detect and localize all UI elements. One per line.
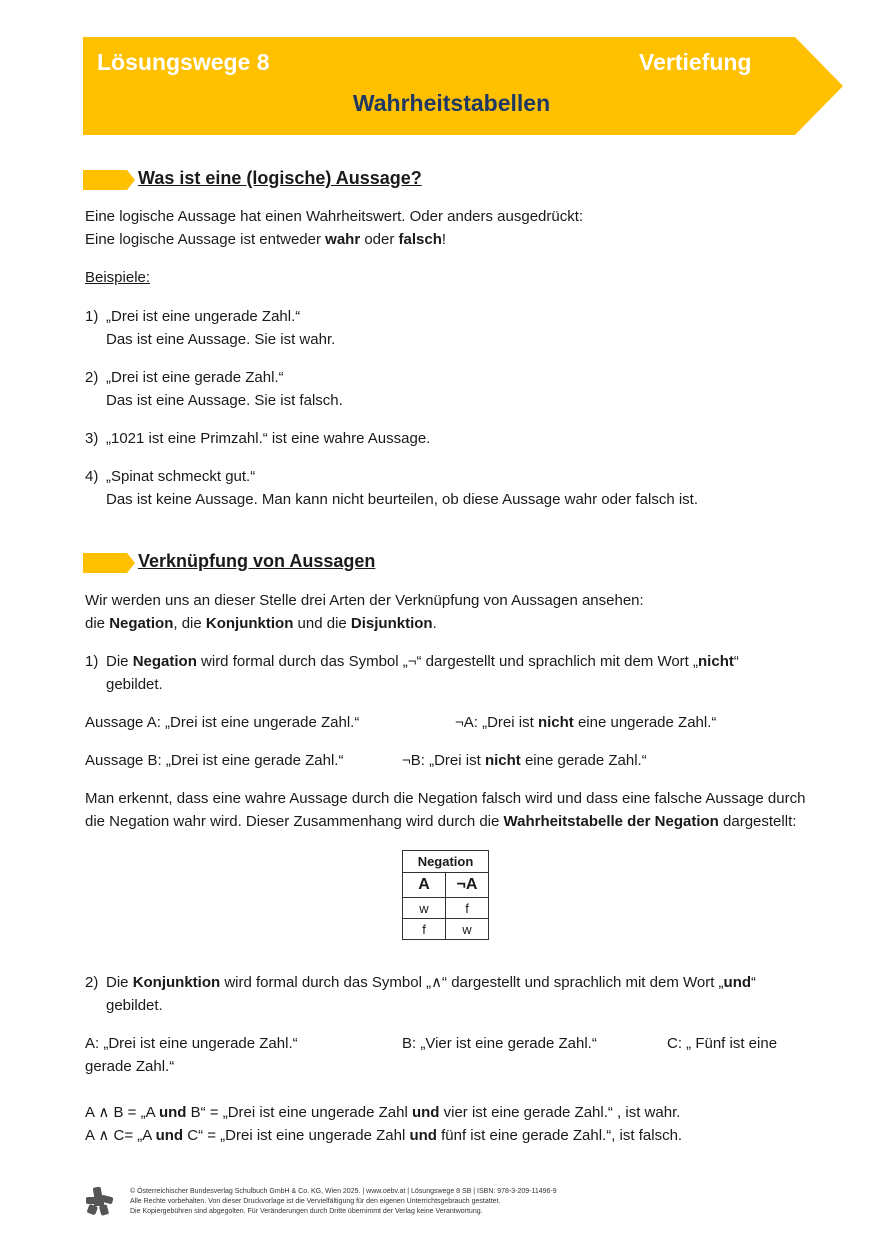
table-header: ¬A bbox=[446, 873, 489, 898]
negation-definition: Die Negation wird formal durch das Symbol „¬“ dargestellt und sprachlich mit dem Wort „nicht“ bbox=[106, 653, 739, 670]
statement-a: Aussage A: „Drei ist eine ungerade Zahl.“ bbox=[85, 714, 360, 731]
table-row bbox=[403, 919, 489, 940]
paragraph: die Negation wahr wird. Dieser Zusammenhang wird durch die Wahrheitstabelle der Negation dargestellt: bbox=[85, 813, 797, 830]
konjunktion-definition: gebildet. bbox=[106, 997, 163, 1014]
negation-a: ¬A: „Drei ist nicht eine ungerade Zahl.“ bbox=[455, 714, 717, 731]
section-marker-icon bbox=[83, 553, 135, 573]
table-header: A bbox=[403, 873, 446, 898]
example-text: Das ist keine Aussage. Man kann nicht beurteilen, ob diese Aussage wahr oder falsch ist. bbox=[106, 491, 699, 508]
paragraph: Eine logische Aussage ist entweder wahr oder falsch! bbox=[85, 231, 447, 248]
statement-b: Aussage B: „Drei ist eine gerade Zahl.“ bbox=[85, 752, 344, 769]
statement-c: C: „ Fünf ist eine bbox=[667, 1035, 778, 1052]
example-text: „Spinat schmeckt gut.“ bbox=[106, 468, 256, 485]
copyright-footer bbox=[130, 1187, 557, 1217]
footer-line: Die Kopiergebühren sind abgegolten. Für Veränderungen durch Dritte übernimmt der Verlag keine Verantwortung. bbox=[130, 1208, 483, 1215]
paragraph: Wir werden uns an dieser Stelle drei Arten der Verknüpfung von Aussagen ansehen: bbox=[85, 592, 644, 609]
list-number: 2) bbox=[85, 974, 99, 991]
konjunktion-definition: Die Konjunktion wird formal durch das Symbol „∧“ dargestellt und sprachlich mit dem Wort „und“ bbox=[106, 974, 757, 991]
section-title: Was ist eine (logische) Aussage? bbox=[138, 168, 422, 188]
table-cell: f bbox=[446, 898, 489, 919]
table-cell: f bbox=[403, 919, 446, 940]
page-category: Vertiefung bbox=[639, 49, 752, 75]
conjunction-example: A ∧ C= „A und C“ = „Drei ist eine ungerade Zahl und fünf ist eine gerade Zahl.“, ist falsch. bbox=[85, 1127, 683, 1144]
footer-line: Alle Rechte vorbehalten. Von dieser Druckvorlage ist die Vervielfältigung für den eigenen Unterrichtsgebrauch gestattet. bbox=[130, 1198, 501, 1205]
paragraph: die Negation, die Konjunktion und die Disjunktion. bbox=[85, 615, 437, 632]
table-cell: w bbox=[403, 898, 446, 919]
header-banner bbox=[83, 37, 843, 135]
example-text: „Drei ist eine ungerade Zahl.“ bbox=[106, 308, 301, 325]
negation-truth-table bbox=[402, 850, 489, 940]
example-text: „1021 ist eine Primzahl.“ ist eine wahre Aussage. bbox=[106, 430, 431, 447]
oebv-logo-icon bbox=[84, 1186, 114, 1216]
paragraph: Eine logische Aussage hat einen Wahrheitswert. Oder anders ausgedrückt: bbox=[85, 208, 584, 225]
list-number: 2) bbox=[85, 369, 99, 386]
table-cell: w bbox=[446, 919, 489, 940]
table-caption: Negation bbox=[403, 851, 489, 873]
section-marker-icon bbox=[83, 170, 135, 190]
list-number: 3) bbox=[85, 430, 99, 447]
page-title: Wahrheitstabellen bbox=[352, 90, 551, 116]
negation-definition: gebildet. bbox=[106, 676, 163, 693]
statement-a: A: „Drei ist eine ungerade Zahl.“ bbox=[85, 1035, 298, 1052]
example-text: Das ist eine Aussage. Sie ist falsch. bbox=[106, 392, 343, 409]
book-series-title: Lösungswege 8 bbox=[97, 49, 270, 75]
section-title: Verknüpfung von Aussagen bbox=[138, 551, 376, 571]
list-number: 1) bbox=[85, 308, 99, 325]
list-number: 4) bbox=[85, 468, 99, 485]
negation-b: ¬B: „Drei ist nicht eine gerade Zahl.“ bbox=[402, 752, 647, 769]
table-row bbox=[403, 898, 489, 919]
footer-line: © Österreichischer Bundesverlag Schulbuch GmbH & Co. KG, Wien 2025. | www.oebv.at | Lösungswege 8 SB | ISBN: 978-3-209-11496-9 bbox=[130, 1188, 557, 1195]
example-text: Das ist eine Aussage. Sie ist wahr. bbox=[106, 331, 336, 348]
conjunction-example: A ∧ B = „A und B“ = „Drei ist eine ungerade Zahl und vier ist eine gerade Zahl.“ , ist wahr. bbox=[85, 1104, 681, 1121]
example-text: „Drei ist eine gerade Zahl.“ bbox=[106, 369, 284, 386]
paragraph: Man erkennt, dass eine wahre Aussage durch die Negation falsch wird und dass eine falsche Aussage durch bbox=[85, 790, 806, 807]
examples-label: Beispiele: bbox=[85, 269, 151, 286]
statement-c-continued: gerade Zahl.“ bbox=[85, 1058, 175, 1075]
statement-b: B: „Vier ist eine gerade Zahl.“ bbox=[402, 1035, 597, 1052]
list-number: 1) bbox=[85, 653, 99, 670]
